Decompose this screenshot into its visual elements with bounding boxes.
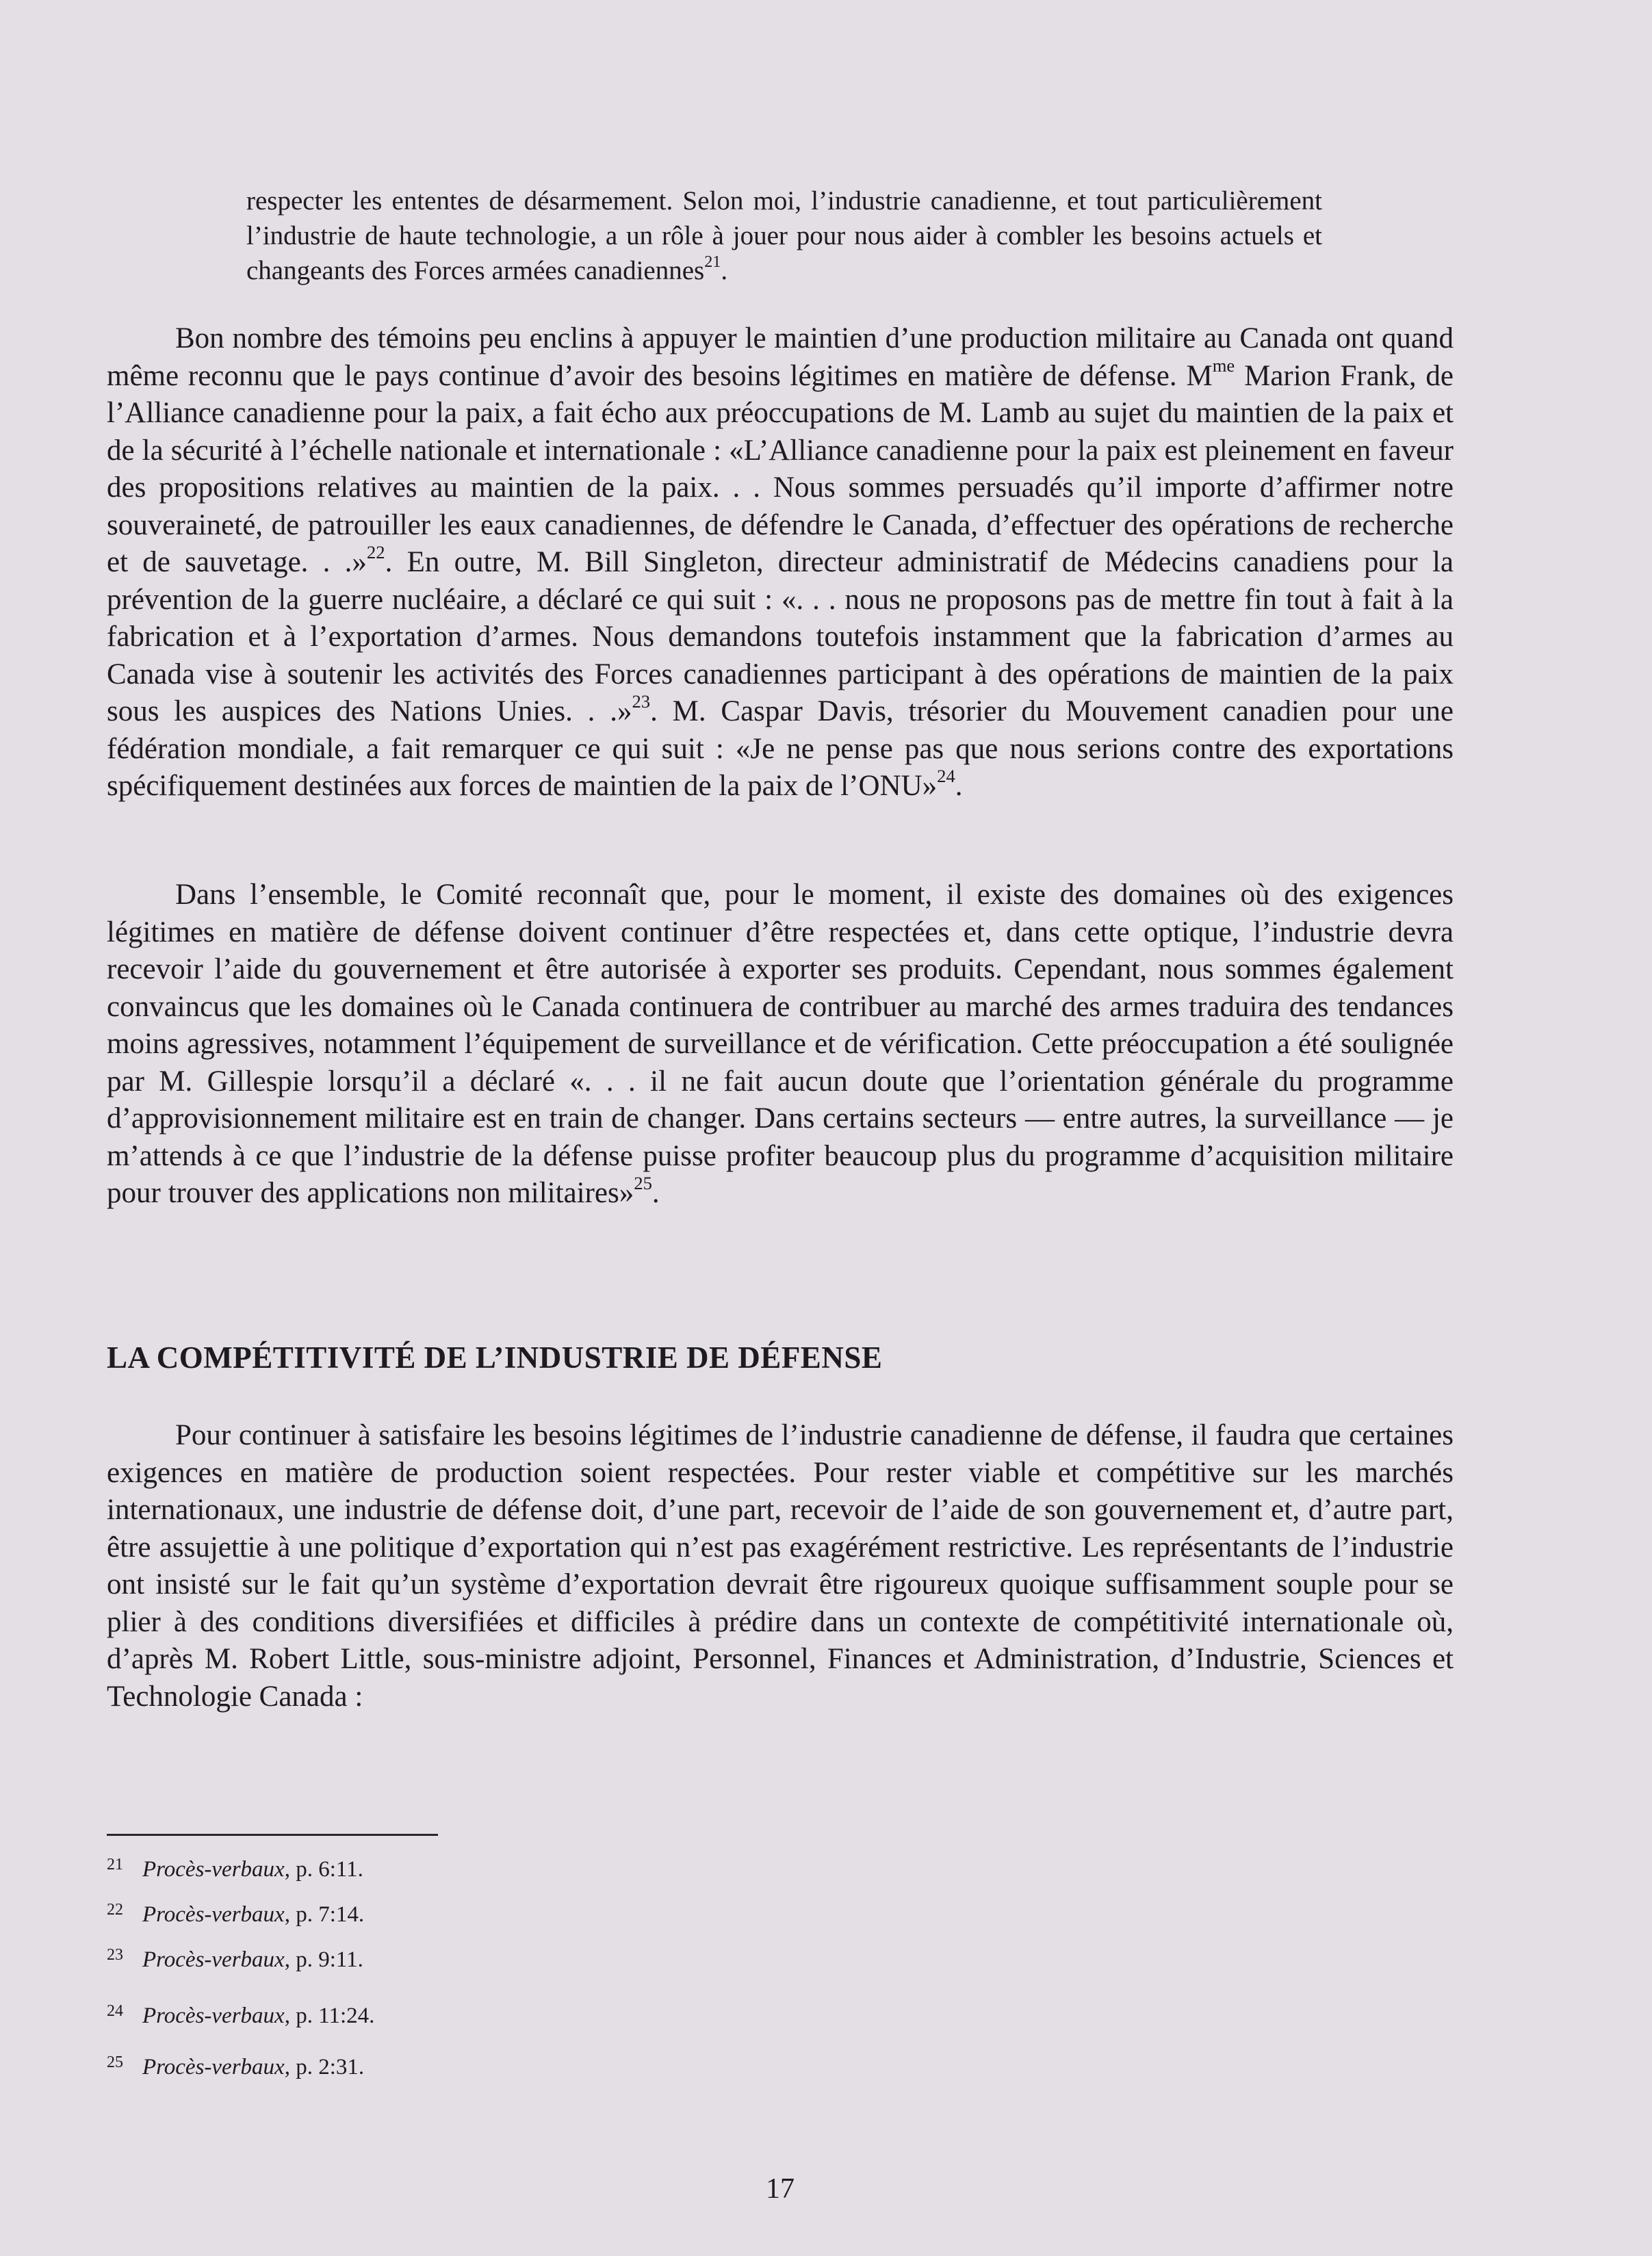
footnote-separator	[107, 1834, 438, 1836]
footnote-25	[107, 2049, 364, 2081]
block-quote	[246, 183, 1322, 288]
footnote-source: Procès-verbaux	[142, 1902, 285, 1927]
paragraph-1-text-e: .	[955, 770, 963, 802]
footnote-ref-22[interactable]: 22	[366, 541, 385, 562]
footnote-ref-24[interactable]: 24	[937, 765, 955, 786]
footnote-number: 25	[107, 2053, 123, 2071]
paragraph-1-text-c: . En outre, M. Bill Singleton, directeur administratif de Médecins canadiens pour la prévention de la guerre nucléaire, a déclaré ce qui suit : «. . . nous ne proposons pas de mettre fin tout à fait à la fabrication et à l’exportation d’armes. Nous demandons toutefois instamment que la fabrication d’armes au Canada vise à soutenir les activités des Forces canadiennes participant à des opérations de maintien de la paix sous les auspices des Nations Unies. . .»	[107, 546, 1454, 727]
paragraph-1-text-b: Marion Frank, de l’Alliance canadienne pour la paix, a fait écho aux préoccupations de M. Lamb au sujet du maintien de la paix et de la sécurité à l’échelle nationale et internationale : «L’Alliance canadienne pour la paix est pleinement en faveur des propositions relatives au maintien de la paix. . . Nous sommes persuadés qu’il importe d’affirmer notre souveraineté, de patrouiller les eaux canadiennes, de défendre le Canada, d’effectuer des opérations de recherche et de sauvetage. . .»	[107, 359, 1454, 578]
paragraph-1-text-d: . M. Caspar Davis, trésorier du Mouvement canadien pour une fédération mondiale, a fait remarquer ce qui suit : «Je ne pense pas que nous serions contre des exportations spécifiquement destinées aux forces de maintien de la paix de l’ONU»	[107, 695, 1454, 802]
footnote-source: Procès-verbaux	[142, 1857, 285, 1882]
footnote-ref-25[interactable]: 25	[634, 1172, 652, 1193]
quote-text: respecter les ententes de désarmement. Selon moi, l’industrie canadienne, et tout particulièrement l’industrie de haute technologie, a un rôle à jouer pour nous aider à combler les besoins actuels et changeants des Forces armées canadiennes	[246, 186, 1322, 285]
footnote-22	[107, 1896, 364, 1928]
paragraph-2	[107, 877, 1454, 1213]
footnote-page: , p. 9:11.	[284, 1947, 363, 1972]
footnote-21	[107, 1851, 363, 1883]
footnote-page: , p. 2:31.	[284, 2055, 365, 2079]
paragraph-2-text-a: Dans l’ensemble, le Comité reconnaît que, pour le moment, il existe des domaines où des exigences légitimes en matière de défense doivent continuer d’être respectées et, dans cette optique, l’industrie devra recevoir l’aide du gouvernement et être autorisée à exporter ses produits. Cependant, nous sommes également convaincus que les domaines où le Canada continuera de contribuer au marché des armes traduira des tendances moins agressives, notamment l’équipement de surveillance et de vérification. Cette préoccupation a été soulignée par M. Gillespie lorsqu’il a déclaré «. . . il ne fait aucun doute que l’orientation générale du programme d’approvisionnement militaire est en train de changer. Dans certains secteurs — entre autres, la surveillance — je m’attends à ce que l’industrie de la défense puisse profiter beaucoup plus du programme d’acquisition militaire pour trouver des applications non militaires»	[107, 879, 1454, 1209]
footnote-number: 24	[107, 2002, 123, 2020]
paragraph-1-text-a: Bon nombre des témoins peu enclins à appuyer le maintien d’une production militaire au Canada ont quand même reconnu que le pays continue d’avoir des besoins légitimes en matière de défense. M	[107, 322, 1454, 392]
footnote-number: 22	[107, 1901, 123, 1919]
paragraph-1	[107, 320, 1454, 805]
footnote-number: 21	[107, 1856, 123, 1873]
paragraph-3: Pour continuer à satisfaire les besoins légitimes de l’industrie canadienne de défense, il faudra que certaines exigences en matière de production soient respectées. Pour rester viable et compétitive sur les marchés internationaux, une industrie de défense doit, d’une part, recevoir de l’aide de son gouvernement et, d’autre part, être assujettie à une politique d’exportation qui n’est pas exagérément restrictive. Les représentants de l’industrie ont insisté sur le fait qu’un système d’exportation devrait être rigoureux quoique suffisamment souple pour se plier à des conditions diversifiées et difficiles à prédire dans un contexte de compétitivité internationale où, d’après M. Robert Little, sous-ministre adjoint, Personnel, Finances et Administration, d’Industrie, Sciences et Technologie Canada :	[107, 1419, 1454, 1713]
footnote-23	[107, 1941, 363, 1973]
footnote-page: , p. 11:24.	[284, 2004, 375, 2028]
footnote-source: Procès-verbaux	[142, 2004, 285, 2028]
footnote-number: 23	[107, 1946, 123, 1964]
page-number: 17	[766, 2173, 795, 2205]
footnote-ref-23[interactable]: 23	[632, 690, 651, 712]
footnote-page: , p. 6:11.	[284, 1857, 363, 1882]
quote-end: .	[721, 256, 728, 285]
title-abbrev-me: me	[1212, 355, 1235, 376]
section-heading: LA COMPÉTITIVITÉ DE L’INDUSTRIE DE DÉFENSE	[107, 1340, 883, 1375]
footnote-source: Procès-verbaux	[142, 2055, 285, 2079]
footnote-ref-21[interactable]: 21	[704, 252, 721, 272]
footnote-source: Procès-verbaux	[142, 1947, 285, 1972]
footnote-page: , p. 7:14.	[284, 1902, 365, 1927]
paragraph-2-text-b: .	[651, 1177, 660, 1209]
footnote-24	[107, 1997, 374, 2030]
